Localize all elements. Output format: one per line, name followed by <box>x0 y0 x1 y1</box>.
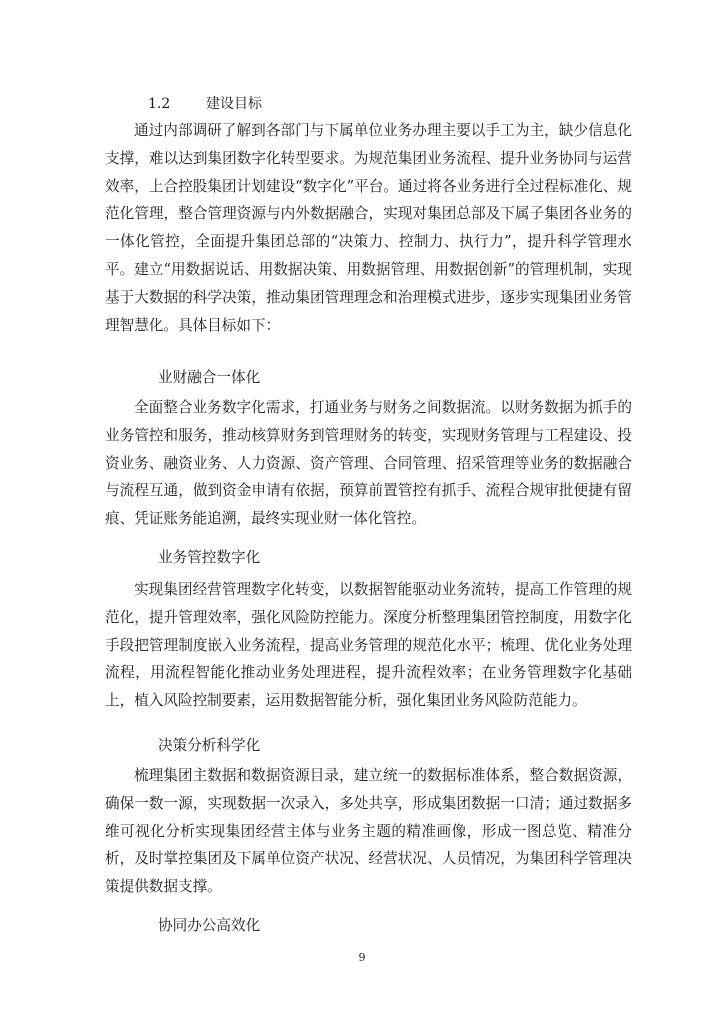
subsection-title-finance: 业财融合一体化 <box>158 369 261 386</box>
subsection-title-decision: 决策分析科学化 <box>158 737 261 754</box>
section-title: 建设目标 <box>206 96 262 112</box>
subsection-title-control: 业务管控数字化 <box>158 549 261 566</box>
section-heading <box>148 94 262 114</box>
subsection-title-office: 协同办公高效化 <box>158 917 261 934</box>
section-number: 1.2 <box>148 96 171 112</box>
subsection-body-finance: 全面整合业务数字化需求，打通业务与财务之间数据流。以财务数据为抓手的业务管控和服务，推动核算财务到管理财务的转变，实现财务管理与工程建设、投资业务、融资业务、人力资源、资产管理、合同管理、招采管理等业务的数据融合与流程互通，做到资金申请有依据，预算前置管控有抓手、流程合规审批便捷有留痕、凭证账务能追溯，最终实现业财一体化管控。 <box>105 399 632 528</box>
intro-paragraph: 通过内部调研了解到各部门与下属单位业务办理主要以手工为主，缺少信息化支撑，难以达到集团数字化转型要求。为规范集团业务流程、提升业务协同与运营效率，上合控股集团计划建设“数字化”平台。通过将各业务进行全过程标准化、规范化管理，整合管理资源与内外数据融合，实现对集团总部及下属子集团各业务的一体化管控，全面提升集团总部的“决策力、控制力、执行力”，提升科学管理水平。建立“用数据说话、用数据决策、用数据管理、用数据创新”的管理机制，实现基于大数据的科学决策，推动集团管理理念和治理模式进步，逐步实现集团业务管理智慧化。具体目标如下： <box>105 122 632 334</box>
subsection-body-decision: 梳理集团主数据和数据资源目录，建立统一的数据标准体系，整合数据资源，确保一数一源，实现数据一次录入，多处共享，形成集团数据一口清；通过数据多维可视化分析实现集团经营主体与业务主题的精准画像，形成一图总览、精准分析，及时掌控集团及下属单位资产状况、经营状况、人员情况，为集团科学管理决策提供数据支撑。 <box>105 767 632 896</box>
subsection-body-control: 实现集团经营管理数字化转变，以数据智能驱动业务流转，提高工作管理的规范化，提升管理效率，强化风险防控能力。深度分析整理集团管控制度，用数字化手段把管理制度嵌入业务流程，提高业务管理的规范化水平；梳理、优化业务处理流程，用流程智能化推动业务处理进程，提升流程效率；在业务管理数字化基础上，植入风险控制要素，运用数据智能分析，强化集团业务风险防范能力。 <box>105 581 632 710</box>
page-number: 9 <box>358 951 366 964</box>
